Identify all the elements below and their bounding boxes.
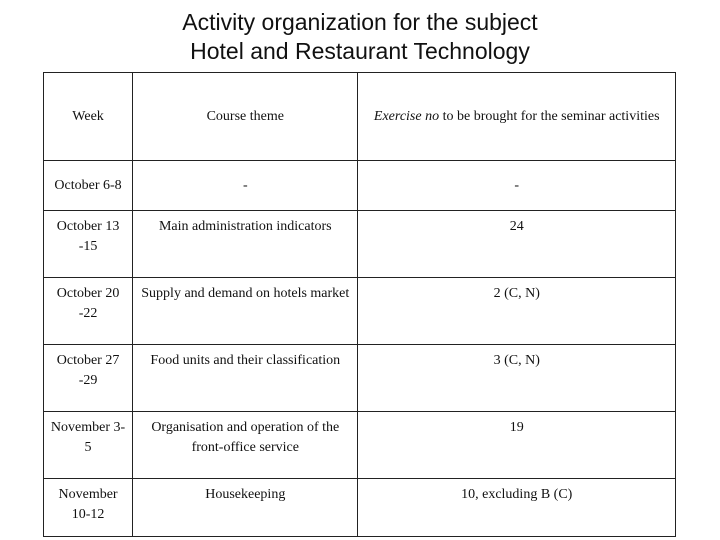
cell-week: October 13 -15 (44, 211, 133, 278)
cell-theme: Supply and demand on hotels market (133, 278, 358, 345)
title-line-1: Activity organization for the subject (182, 9, 538, 35)
table-row (44, 412, 676, 479)
header-exercise-rest: to be brought for the seminar activities (439, 108, 660, 124)
header-exercise (358, 73, 676, 161)
cell-exercise: - (358, 161, 676, 211)
title-line-2: Hotel and Restaurant Technology (190, 38, 530, 64)
cell-theme: Main administration indicators (133, 211, 358, 278)
table-row (44, 278, 676, 345)
cell-theme: Organisation and operation of the front-office service (133, 412, 358, 479)
table-row (44, 479, 676, 537)
cell-exercise: 24 (358, 211, 676, 278)
table-row (44, 211, 676, 278)
activity-table (43, 72, 676, 537)
table-header-row (44, 73, 676, 161)
cell-theme: Food units and their classification (133, 345, 358, 412)
cell-week: October 20 -22 (44, 278, 133, 345)
cell-week: October 27 -29 (44, 345, 133, 412)
cell-week: October 6-8 (44, 161, 133, 211)
cell-week: November 3-5 (44, 412, 133, 479)
header-week: Week (44, 73, 133, 161)
table-row (44, 345, 676, 412)
cell-exercise: 19 (358, 412, 676, 479)
cell-theme: Housekeeping (133, 479, 358, 537)
header-course-theme: Course theme (133, 73, 358, 161)
cell-exercise: 2 (C, N) (358, 278, 676, 345)
slide-title (0, 8, 720, 66)
table-row (44, 161, 676, 211)
header-exercise-italic: Exercise no (373, 108, 440, 124)
cell-week: November 10-12 (44, 479, 133, 537)
cell-exercise: 10, excluding B (C) (358, 479, 676, 537)
cell-exercise: 3 (C, N) (358, 345, 676, 412)
cell-theme: - (133, 161, 358, 211)
